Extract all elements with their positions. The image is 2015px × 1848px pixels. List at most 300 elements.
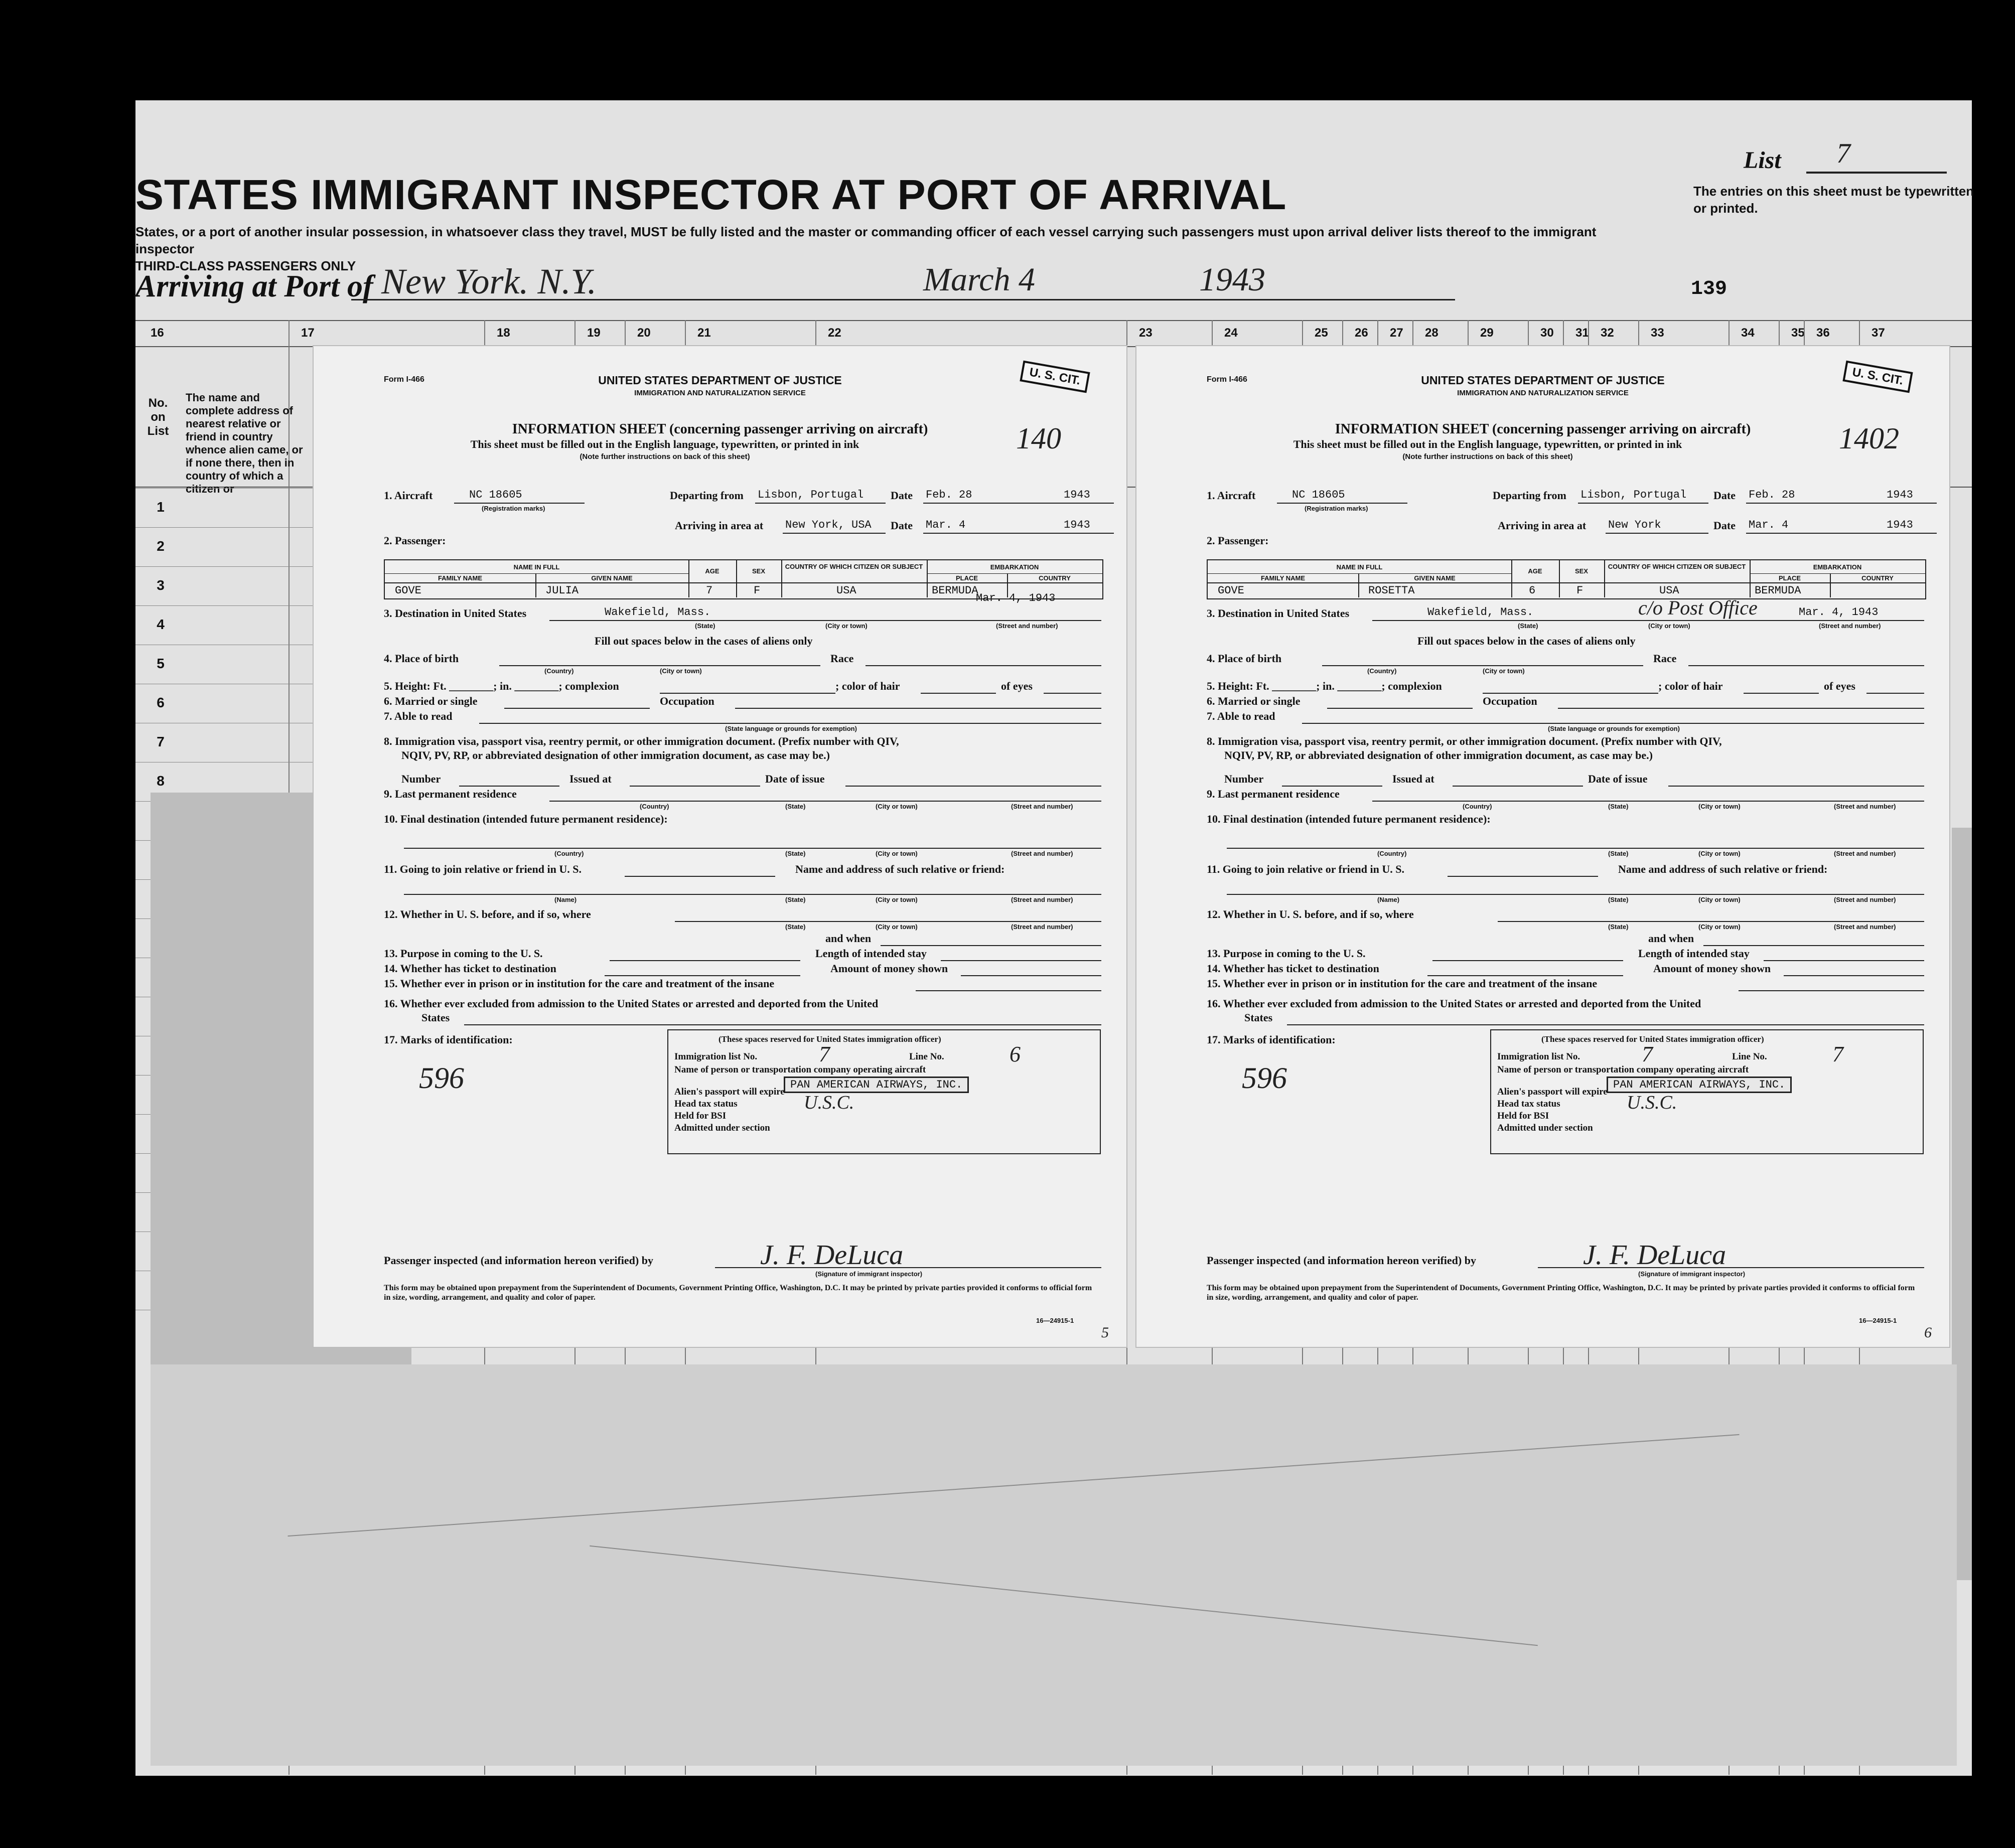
arriving-area-label: Arriving in area at: [1498, 519, 1587, 532]
arriving-label: Arriving at Port of: [135, 269, 373, 303]
no-on-list-header: No. on List: [147, 396, 169, 438]
row-number: 3: [157, 577, 165, 593]
arriving-line: [1606, 533, 1708, 534]
q17-marks: 17. Marks of identification:: [1207, 1033, 1336, 1046]
held-bsi-label: Held for BSI: [1497, 1111, 1549, 1121]
column-number: 29: [1480, 326, 1494, 340]
passport-expire-label: Alien's passport will expire: [674, 1087, 785, 1097]
occupation-label: Occupation: [1483, 695, 1537, 707]
col-divider: [736, 560, 737, 597]
column-number: 23: [1139, 326, 1153, 340]
q13-line: [1432, 960, 1623, 961]
destination-value: Wakefield, Mass.: [1427, 606, 1534, 619]
q11-join-relative: 11. Going to join relative or friend in U. S.: [1207, 863, 1404, 875]
aircraft-value: NC 18605: [469, 489, 522, 501]
aircraft-label: 1. Aircraft: [1207, 489, 1256, 502]
q14-ticket: 14. Whether has ticket to destination: [1207, 962, 1379, 975]
q5-height: 5. Height: Ft. ________; in. ________; complexion: [384, 680, 619, 692]
date-of-issue-label: Date of issue: [765, 773, 825, 785]
length-line: [941, 960, 1101, 961]
dest-city-sublabel: (City or town): [825, 622, 868, 630]
q6-married: 6. Married or single: [1207, 695, 1301, 707]
arrive-date-line: [923, 533, 1114, 534]
arriving-line: [783, 533, 886, 534]
departing-value: Lisbon, Portugal: [1580, 489, 1687, 501]
col-divider: [1559, 560, 1560, 597]
list-label: List: [1744, 147, 1781, 174]
inspector-signature: J. F. DeLuca: [1583, 1240, 1726, 1271]
aliens-only-heading: Fill out spaces below in the cases of aliens only: [595, 635, 813, 647]
row-number: 5: [157, 656, 165, 671]
q12-in-us-before: 12. Whether in U. S. before, and if so, where: [384, 908, 591, 920]
destination-line: [1372, 620, 1924, 621]
q12-state-sublabel: (State): [1608, 923, 1629, 931]
place-header: PLACE: [1778, 574, 1801, 582]
col17-text: The name and complete address of nearest relative or friend in country whence alien came, or if none there, then in country of which a citizen or: [186, 391, 303, 495]
line-no-label: Line No.: [1732, 1051, 1767, 1062]
head-tax-label: Head tax status: [1497, 1099, 1560, 1109]
sheet-hand-number: 140: [1016, 422, 1061, 455]
column-number: 33: [1651, 326, 1664, 340]
q4-city-sublabel: (City or town): [1483, 667, 1525, 675]
q4-place-of-birth: 4. Place of birth: [1207, 652, 1282, 665]
dest-state-sublabel: (State): [1518, 622, 1538, 630]
officer-box-title: (These spaces reserved for United States immigration officer): [1541, 1034, 1764, 1044]
country-header: COUNTRY OF WHICH CITIZEN OR SUBJECT: [1608, 563, 1746, 570]
passenger-label: 2. Passenger:: [1207, 534, 1269, 547]
ledger-title: STATES IMMIGRANT INSPECTOR AT PORT OF ARRIVAL: [135, 171, 1287, 218]
aircraft-line: [454, 503, 585, 504]
q12-in-us-before: 12. Whether in U. S. before, and if so, where: [1207, 908, 1414, 920]
age-value: 6: [1529, 584, 1536, 597]
length-line: [1764, 960, 1924, 961]
row-rule: [135, 488, 316, 489]
officer-box: [1490, 1029, 1924, 1154]
column-number: 36: [1816, 326, 1830, 340]
occupation-label: Occupation: [660, 695, 714, 707]
passenger-label: 2. Passenger:: [384, 534, 446, 547]
emb-country-header: COUNTRY: [1861, 574, 1894, 582]
aircraft-line: [1277, 503, 1407, 504]
q11-name-address: Name and address of such relative or friend:: [795, 863, 1005, 875]
corner-mark: 6: [1924, 1324, 1932, 1341]
registration-sublabel: (Registration marks): [1305, 505, 1368, 512]
line-no-label: Line No.: [909, 1051, 944, 1062]
q13-line: [610, 960, 800, 961]
row-number: 8: [157, 773, 165, 789]
col-divider: [1511, 560, 1512, 597]
issued-at-label: Issued at: [1392, 773, 1434, 785]
depart-year-value: 1943: [1064, 489, 1090, 501]
department-heading: UNITED STATES DEPARTMENT OF JUSTICE: [598, 374, 842, 387]
passport-expire-label: Alien's passport will expire: [1497, 1087, 1608, 1097]
q11-street-sublabel: (Street and number): [1011, 896, 1073, 903]
sheet-title: INFORMATION SHEET (concerning passenger arriving on aircraft): [1335, 421, 1751, 437]
q13-purpose: 13. Purpose in coming to the U. S.: [384, 947, 543, 960]
race-label: Race: [1653, 652, 1677, 665]
q13-length-of-stay: Length of intended stay: [815, 947, 927, 960]
q8-line1: 8. Immigration visa, passport visa, reentry permit, or other immigration document. (Prefix number with QIV,: [1207, 735, 1722, 747]
q6-married: 6. Married or single: [384, 695, 478, 707]
imm-list-value: 7: [1642, 1042, 1653, 1066]
q4-line: [1322, 665, 1643, 666]
q6-line: [1327, 708, 1473, 709]
issued-at-line: [630, 786, 760, 787]
q14-money: Amount of money shown: [830, 962, 948, 975]
departing-value: Lisbon, Portugal: [758, 489, 864, 501]
column-number: 32: [1601, 326, 1614, 340]
family-name-value: GOVE: [1218, 584, 1244, 597]
information-sheet-1: [314, 346, 1126, 1347]
column-number: 19: [587, 326, 601, 340]
q16-line: [464, 1024, 1101, 1025]
sheet-note: (Note further instructions on back of this sheet): [1402, 452, 1573, 461]
destination-label: 3. Destination in United States: [1207, 607, 1350, 620]
entries-note: The entries on this sheet must be typewritten or printed.: [1693, 184, 1974, 216]
company-label: Name of person or transportation company operating aircraft: [674, 1064, 926, 1075]
arrive-date-value: Mar. 4: [1749, 519, 1789, 531]
sex-header: SEX: [1574, 567, 1588, 575]
q9-city-sublabel: (City or town): [876, 803, 918, 810]
dest-street-sublabel: (Street and number): [1819, 622, 1881, 630]
inspected-label: Passenger inspected (and information hereon verified) by: [384, 1254, 653, 1267]
and-when-line: [1703, 945, 1924, 946]
name-in-full-header: NAME IN FULL: [513, 563, 560, 571]
eyes-line: [1044, 693, 1101, 694]
header-rule: [1208, 582, 1925, 583]
issued-at-label: Issued at: [569, 773, 612, 785]
form-number: Form I-466: [1207, 375, 1247, 384]
form-footer: This form may be obtained upon prepayment from the Superintendent of Documents, Government Printing Office, Washington, D.C. It may be printed by private parties provided it conforms to official form in size, wording, arrangement, and quality and color of paper.: [384, 1284, 1092, 1302]
q5-height: 5. Height: Ft. ________; in. ________; complexion: [1207, 680, 1442, 692]
embark-header-rule: [927, 573, 1102, 574]
complexion-line: [1483, 693, 1658, 694]
column-number: 28: [1425, 326, 1438, 340]
column-number: 35: [1791, 326, 1805, 340]
number-line: [459, 786, 559, 787]
sheet-title: INFORMATION SHEET (concerning passenger arriving on aircraft): [512, 421, 928, 437]
q11-city-sublabel: (City or town): [1698, 896, 1741, 903]
q8-line2: NQIV, PV, RP, or abbreviated designation of other immigration document, as case may be.): [401, 749, 830, 761]
footer-code: 16—24915-1: [1036, 1317, 1074, 1324]
header-rule: [385, 582, 1102, 583]
given-name-value: ROSETTA: [1368, 584, 1415, 597]
place-header: PLACE: [955, 574, 978, 582]
arrive-year-value: 1943: [1064, 519, 1090, 531]
q9-last-residence: 9. Last permanent residence: [1207, 788, 1340, 800]
q4-place-of-birth: 4. Place of birth: [384, 652, 459, 665]
aircraft-label: 1. Aircraft: [384, 489, 433, 502]
column-number: 21: [697, 326, 711, 340]
q9-line: [549, 801, 1101, 802]
q9-country-sublabel: (Country): [1463, 803, 1492, 810]
column-number: 20: [637, 326, 651, 340]
held-bsi-label: Held for BSI: [674, 1111, 727, 1121]
department-heading: UNITED STATES DEPARTMENT OF JUSTICE: [1421, 374, 1665, 387]
row-rule: [135, 527, 316, 528]
q12-city-sublabel: (City or town): [876, 923, 918, 931]
line-no-value: 7: [1832, 1042, 1843, 1066]
admitted-label: Admitted under section: [1497, 1123, 1593, 1133]
row-number: 1: [157, 499, 165, 515]
depart-year-value: 1943: [1887, 489, 1913, 501]
head-tax-label: Head tax status: [674, 1099, 738, 1109]
q9-last-residence: 9. Last permanent residence: [384, 788, 517, 800]
q12-street-sublabel: (Street and number): [1834, 923, 1896, 931]
dest-state-sublabel: (State): [695, 622, 715, 630]
age-value: 7: [706, 584, 713, 597]
family-name-value: GOVE: [395, 584, 421, 597]
aircraft-value: NC 18605: [1292, 489, 1345, 501]
citizen-of-value: USA: [1659, 584, 1679, 597]
q11-address-line: [1227, 894, 1924, 895]
q16-line2: States: [1244, 1011, 1273, 1024]
q7-sublabel: (State language or grounds for exemption): [725, 725, 857, 732]
q8-line2: NQIV, PV, RP, or abbreviated designation of other immigration document, as case may be.): [1224, 749, 1653, 761]
sheet-subtitle: This sheet must be filled out in the English language, typewritten, or printed in ink: [1293, 438, 1682, 450]
destination-value: Wakefield, Mass.: [605, 606, 711, 619]
mark-number: 596: [1242, 1061, 1287, 1095]
q11-address-line: [404, 894, 1101, 895]
embark-header-rule: [1750, 573, 1925, 574]
occupation-line: [735, 708, 1101, 709]
col-divider: [688, 560, 689, 597]
name-header-rule: [385, 573, 688, 574]
q10-final-destination: 10. Final destination (intended future permanent residence):: [384, 813, 668, 825]
q9-street-sublabel: (Street and number): [1834, 803, 1896, 810]
column-number: 16: [151, 326, 164, 340]
departing-label: Departing from: [1493, 489, 1566, 502]
column-number: 22: [828, 326, 841, 340]
column-number: 17: [301, 326, 315, 340]
q11-join-relative: 11. Going to join relative or friend in U. S.: [384, 863, 582, 875]
list-number: 7: [1836, 138, 1850, 169]
form-number: Form I-466: [384, 375, 424, 384]
row-rule: [135, 605, 316, 606]
sex-value: F: [754, 584, 761, 597]
column-number: 31: [1575, 326, 1589, 340]
q7-line: [1302, 723, 1924, 724]
money-line: [1784, 975, 1924, 976]
q13-length-of-stay: Length of intended stay: [1638, 947, 1750, 960]
head-tax-value: U.S.C.: [804, 1092, 854, 1113]
age-header: AGE: [1528, 567, 1542, 575]
q10-line: [1227, 848, 1924, 849]
q9-street-sublabel: (Street and number): [1011, 803, 1073, 810]
q4-line: [499, 665, 820, 666]
q16-line2: States: [421, 1011, 450, 1024]
q16-line1: 16. Whether ever excluded from admission to the United States or arrested and deported from the United: [1207, 997, 1701, 1010]
q10-city-sublabel: (City or town): [1698, 850, 1741, 857]
q12-state-sublabel: (State): [785, 923, 806, 931]
depart-date-value: Feb. 28: [1749, 489, 1795, 501]
q10-street-sublabel: (Street and number): [1834, 850, 1896, 857]
ledger-subtitle: [135, 223, 1641, 274]
eyes-label: of eyes: [1001, 680, 1033, 692]
column-header-top-rule: [135, 320, 1972, 321]
q10-state-sublabel: (State): [1608, 850, 1629, 857]
q10-country-sublabel: (Country): [554, 850, 584, 857]
column-number: 37: [1872, 326, 1885, 340]
sex-header: SEX: [752, 567, 765, 575]
q8-line1: 8. Immigration visa, passport visa, reentry permit, or other immigration document. (Prefix number with QIV,: [384, 735, 899, 747]
aliens-only-heading: Fill out spaces below in the cases of aliens only: [1417, 635, 1636, 647]
q4-country-sublabel: (Country): [1367, 667, 1397, 675]
row-number: 6: [157, 695, 165, 710]
sheet-hand-number: 1402: [1839, 422, 1899, 455]
destination-label: 3. Destination in United States: [384, 607, 527, 620]
arrive-date-label: Date: [1713, 519, 1736, 532]
paste-residue-bottom: [151, 1364, 1957, 1766]
q9-city-sublabel: (City or town): [1698, 803, 1741, 810]
q10-country-sublabel: (Country): [1377, 850, 1407, 857]
q14-ticket: 14. Whether has ticket to destination: [384, 962, 556, 975]
eyes-label: of eyes: [1824, 680, 1855, 692]
destination-date-value: Mar. 4, 1943: [1799, 606, 1879, 619]
date-of-issue-label: Date of issue: [1588, 773, 1648, 785]
column-number: 25: [1315, 326, 1328, 340]
row-number: 7: [157, 734, 165, 749]
age-header: AGE: [705, 567, 719, 575]
registration-sublabel: (Registration marks): [482, 505, 545, 512]
complexion-line: [660, 693, 835, 694]
arriving-area-value: New York, USA: [785, 519, 872, 531]
mark-number: 596: [419, 1061, 464, 1095]
corner-mark: 5: [1101, 1324, 1109, 1341]
embarkation-header: EMBARKATION: [990, 563, 1039, 571]
q11-name-sublabel: (Name): [554, 896, 577, 903]
company-stamp: PAN AMERICAN AIRWAYS, INC.: [784, 1076, 969, 1093]
page-number: 139: [1691, 278, 1728, 300]
hair-line: [1744, 693, 1819, 694]
company-label: Name of person or transportation company operating aircraft: [1497, 1064, 1749, 1075]
row-number: 2: [157, 538, 165, 554]
q9-line: [1372, 801, 1924, 802]
column-number: 24: [1224, 326, 1238, 340]
q17-marks: 17. Marks of identification:: [384, 1033, 513, 1046]
country-header: COUNTRY OF WHICH CITIZEN OR SUBJECT: [785, 563, 923, 570]
q15-line: [916, 990, 1101, 991]
arrive-date-line: [1746, 533, 1937, 534]
hair-label: ; color of hair: [835, 680, 900, 692]
q14-line: [605, 975, 800, 976]
destination-line: [549, 620, 1101, 621]
dest-city-sublabel: (City or town): [1648, 622, 1690, 630]
q12-line: [675, 921, 1101, 922]
family-name-header: FAMILY NAME: [1260, 574, 1306, 582]
arriving-area-value: New York: [1608, 519, 1661, 531]
q14-line: [1427, 975, 1623, 976]
q12-city-sublabel: (City or town): [1698, 923, 1741, 931]
column-number: 34: [1741, 326, 1755, 340]
service-heading: IMMIGRATION AND NATURALIZATION SERVICE: [1457, 389, 1629, 397]
q4-country-sublabel: (Country): [544, 667, 574, 675]
q14-money: Amount of money shown: [1653, 962, 1771, 975]
q11-line: [625, 876, 775, 877]
destination-date-value: Mar. 4, 1943: [976, 592, 1056, 604]
head-tax-value: U.S.C.: [1627, 1092, 1677, 1113]
q15-prison: 15. Whether ever in prison or in institution for the care and treatment of the insane: [384, 977, 775, 990]
occupation-line: [1558, 708, 1924, 709]
q16-line: [1287, 1024, 1924, 1025]
depart-date-value: Feb. 28: [926, 489, 972, 501]
emb-country-header: COUNTRY: [1039, 574, 1071, 582]
imm-list-label: Immigration list No.: [1497, 1051, 1580, 1062]
q11-line: [1448, 876, 1598, 877]
q15-prison: 15. Whether ever in prison or in institution for the care and treatment of the insane: [1207, 977, 1598, 990]
number-label: Number: [401, 773, 441, 785]
column-number: 30: [1540, 326, 1554, 340]
column-number: 27: [1390, 326, 1403, 340]
given-name-header: GIVEN NAME: [1414, 574, 1456, 582]
arrive-year-value: 1943: [1887, 519, 1913, 531]
service-heading: IMMIGRATION AND NATURALIZATION SERVICE: [634, 389, 806, 397]
depart-date-label: Date: [891, 489, 913, 502]
footer-code: 16—24915-1: [1859, 1317, 1897, 1324]
arrive-date-label: Date: [891, 519, 913, 532]
q7-able-to-read: 7. Able to read: [1207, 710, 1275, 722]
sheet-note: (Note further instructions on back of this sheet): [580, 452, 750, 461]
and-when-label: and when: [1648, 932, 1694, 945]
q11-street-sublabel: (Street and number): [1834, 896, 1896, 903]
q12-street-sublabel: (Street and number): [1011, 923, 1073, 931]
ledger-subtitle-line2: THIRD-CLASS PASSENGERS ONLY: [135, 258, 356, 273]
q7-line: [479, 723, 1101, 724]
dest-street-sublabel: (Street and number): [996, 622, 1058, 630]
departing-label: Departing from: [670, 489, 744, 502]
race-label: Race: [830, 652, 854, 665]
q9-country-sublabel: (Country): [640, 803, 669, 810]
company-stamp: PAN AMERICAN AIRWAYS, INC.: [1607, 1076, 1792, 1093]
race-line: [866, 665, 1101, 666]
signature-sublabel: (Signature of immigrant inspector): [815, 1270, 923, 1278]
embark-place-value: BERMUDA: [1755, 584, 1801, 597]
q10-state-sublabel: (State): [785, 850, 806, 857]
departing-line: [755, 503, 886, 504]
embark-place-value: BERMUDA: [932, 584, 978, 597]
hair-line: [921, 693, 996, 694]
imm-list-value: 7: [819, 1042, 830, 1066]
arriving-port: New York. N.Y.: [381, 261, 597, 301]
admitted-label: Admitted under section: [674, 1123, 770, 1133]
citizen-of-value: USA: [836, 584, 856, 597]
officer-box: [667, 1029, 1101, 1154]
q13-purpose: 13. Purpose in coming to the U. S.: [1207, 947, 1366, 960]
family-name-header: FAMILY NAME: [438, 574, 483, 582]
departing-line: [1578, 503, 1708, 504]
date-of-issue-line: [1668, 786, 1924, 787]
q10-city-sublabel: (City or town): [876, 850, 918, 857]
imm-list-label: Immigration list No.: [674, 1051, 758, 1062]
given-name-value: JULIA: [545, 584, 579, 597]
q7-sublabel: (State language or grounds for exemption): [1548, 725, 1680, 732]
hair-label: ; color of hair: [1658, 680, 1723, 692]
ledger-subtitle-line1: States, or a port of another insular possession, in whatsoever class they travel, MUST be fully listed and the master or commanding officer of each vessel carrying such passengers must upon arrival deliver lists thereof to the immigrant inspector: [135, 224, 1597, 256]
inspected-label: Passenger inspected (and information hereon verified) by: [1207, 1254, 1476, 1267]
q9-state-sublabel: (State): [1608, 803, 1629, 810]
inspector-signature: J. F. DeLuca: [760, 1240, 904, 1271]
officer-box-title: (These spaces reserved for United States immigration officer): [718, 1034, 941, 1044]
form-footer: This form may be obtained upon prepayment from the Superintendent of Documents, Government Printing Office, Washington, D.C. It may be printed by private parties provided it conforms to official form in size, wording, arrangement, and quality and color of paper.: [1207, 1284, 1915, 1302]
arrive-date-value: Mar. 4: [926, 519, 966, 531]
arriving-date: March 4: [923, 261, 1036, 298]
line-no-value: 6: [1010, 1042, 1021, 1066]
q9-state-sublabel: (State): [785, 803, 806, 810]
q10-line: [404, 848, 1101, 849]
embarkation-header: EMBARKATION: [1813, 563, 1862, 571]
eyes-line: [1866, 693, 1924, 694]
column-number: 18: [497, 326, 510, 340]
